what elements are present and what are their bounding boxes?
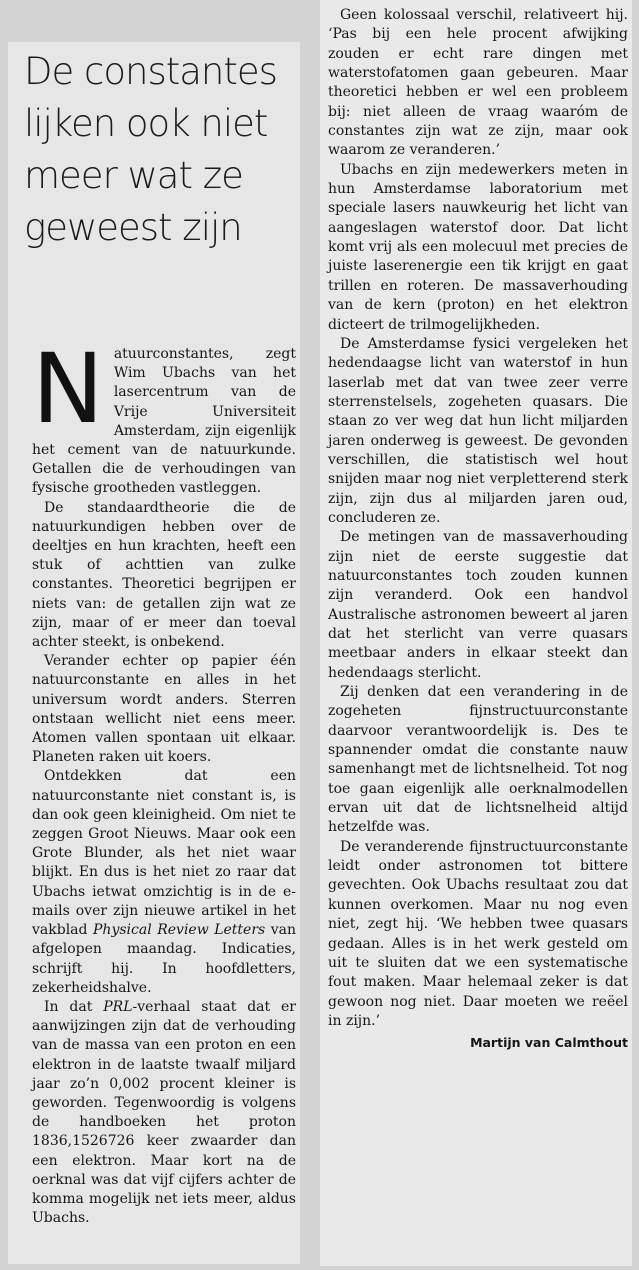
drop-cap: N [32, 333, 104, 445]
paragraph-9: De metingen van de massaverhouding zijn niet de eerste suggestie dat natuurconstantes toch zouden kunnen zijn veranderd. Ook een handvol Australische astronomen beweert al jaren dat het sterlicht van verre quasars meetbaar anders in elkaar steekt dan hedendaags sterlicht. [328, 529, 628, 681]
paragraph-5-text-a: In dat [44, 998, 104, 1015]
headline: De constantes lijken ook niet meer wat ze geweest zijn [24, 50, 277, 249]
paragraph-1 [32, 333, 296, 499]
left-column [8, 42, 300, 1264]
paragraph-4-text-b: van afgelopen maandag. Indicaties, schrijft hij. In hoofdletters, zekerheidshalve. [32, 922, 296, 996]
paragraph-5 [32, 998, 296, 1228]
paragraph-2: De standaardtheorie die de natuurkundigen hebben over de deeltjes en hun krachten, heeft een stuk of achttien van zulke constantes. Theoretici begrijpen er niets van: de getallen zijn wat ze zijn, maar of er meer dan toeval achter steekt, is onbekend. [32, 499, 296, 651]
paragraph-3: Verander echter op papier één natuurconstante en alles in het universum wordt anders. Sterren ontstaan wellicht niet eens meer. Atomen vallen spontaan uit elkaar. Planeten raken uit koers. [32, 653, 296, 766]
journal-abbreviation: PRL [103, 998, 133, 1015]
paragraph-4-text-a: Ontdekken dat een natuurconstante niet constant is, is dan ook geen kleinigheid. Om niet te zeggen Groot Nieuws. Maar ook een Grote Blunder, als het niet waar blijkt. En dus is het niet zo raar dat Ubachs ietwat omzichtig is in de e-mails over zijn nieuwe artikel in het vakblad [32, 768, 296, 939]
left-column-body [32, 333, 296, 1228]
paragraph-11: De veranderende fijnstructuurconstante leidt onder astronomen tot bittere gevechten. Ook Ubachs resultaat zou dat kunnen overkomen. Maar nu nog even niet, zegt hij. ‘We hebben twee quasars gedaan. Alles is in het werk gesteld om uit te sluiten dat we een systematische fout maken. Maar helemaal zeker is dat gewoon nog niet. Daar moeten we reëel in zijn.’ [328, 838, 628, 1029]
paragraph-10: Zij denken dat een verandering in de zogeheten fijnstructuurconstante daarvoor verantwoordelijk is. Des te spannender omdat die constante nauw samenhangt met de lichtsnelheid. Tot nog toe gaan eigenlijk alle oerknalmodellen ervan uit dat de lichtsnelheid altijd hetzelfde was. [328, 684, 628, 836]
right-column [320, 0, 632, 1266]
paragraph-4 [32, 767, 296, 997]
paragraph-6: Geen kolossaal verschil, relativeert hij. ‘Pas bij een hele procent afwijking zouden er echt rare dingen met waterstofatomen gaan gebeuren. Maar theoretici hebben er wel een probleem bij: niet alleen de vraag waaróm de constantes zijn wat ze zijn, maar ook waarom ze veranderen.’ [328, 7, 628, 159]
byline: Martijn van Calmthout [470, 1035, 628, 1051]
paragraph-8: De Amsterdamse fysici vergeleken het hedendaagse licht van waterstof in hun laserlab met dat van twee zeer verre sterrenstelsels, zogeheten quasars. Die staan zo ver weg dat hun licht miljarden jaren onderweg is geweest. De gevonden verschillen, die statistisch wel hout snijden maar nog niet verpletterend sterk zijn, zijn dus al miljarden jaren oud, concluderen ze. [328, 335, 628, 526]
journal-name: Physical Review Letters [93, 922, 266, 939]
paragraph-1-text: atuurconstantes, zegt Wim Ubachs van het lasercentrum van de Vrije Universiteit Amsterdam, zijn eigenlijk het cement van de natuurkunde. Getallen die de verhoudingen van fysische grootheden vastleggen. [32, 346, 296, 497]
paragraph-7: Ubachs en zijn medewerkers meten in hun Amsterdamse laboratorium met speciale lasers nauwkeurig het licht van aangeslagen waterstof door. Dat licht komt vrij als een molecuul met precies de juiste laserenergie een tik krijgt en gaat trillen en roteren. De massaverhouding van de kern (proton) en het elektron dicteert de trilmogelijkheden. [328, 161, 628, 333]
paragraph-5-text-b: -verhaal staat dat er aanwijzingen zijn dat de verhouding van de massa van een proton en een elektron in de laatste twaalf miljard jaar zo’n 0,002 procent kleiner is geworden. Tegenwoordig is volgens de handboeken het proton 1836,1526726 keer zwaarder dan een elektron. Maar kort na de oerknal was dat vijf cijfers achter de komma mogelijk net iets meer, aldus Ubachs. [32, 998, 296, 1227]
right-column-body [328, 6, 628, 1050]
